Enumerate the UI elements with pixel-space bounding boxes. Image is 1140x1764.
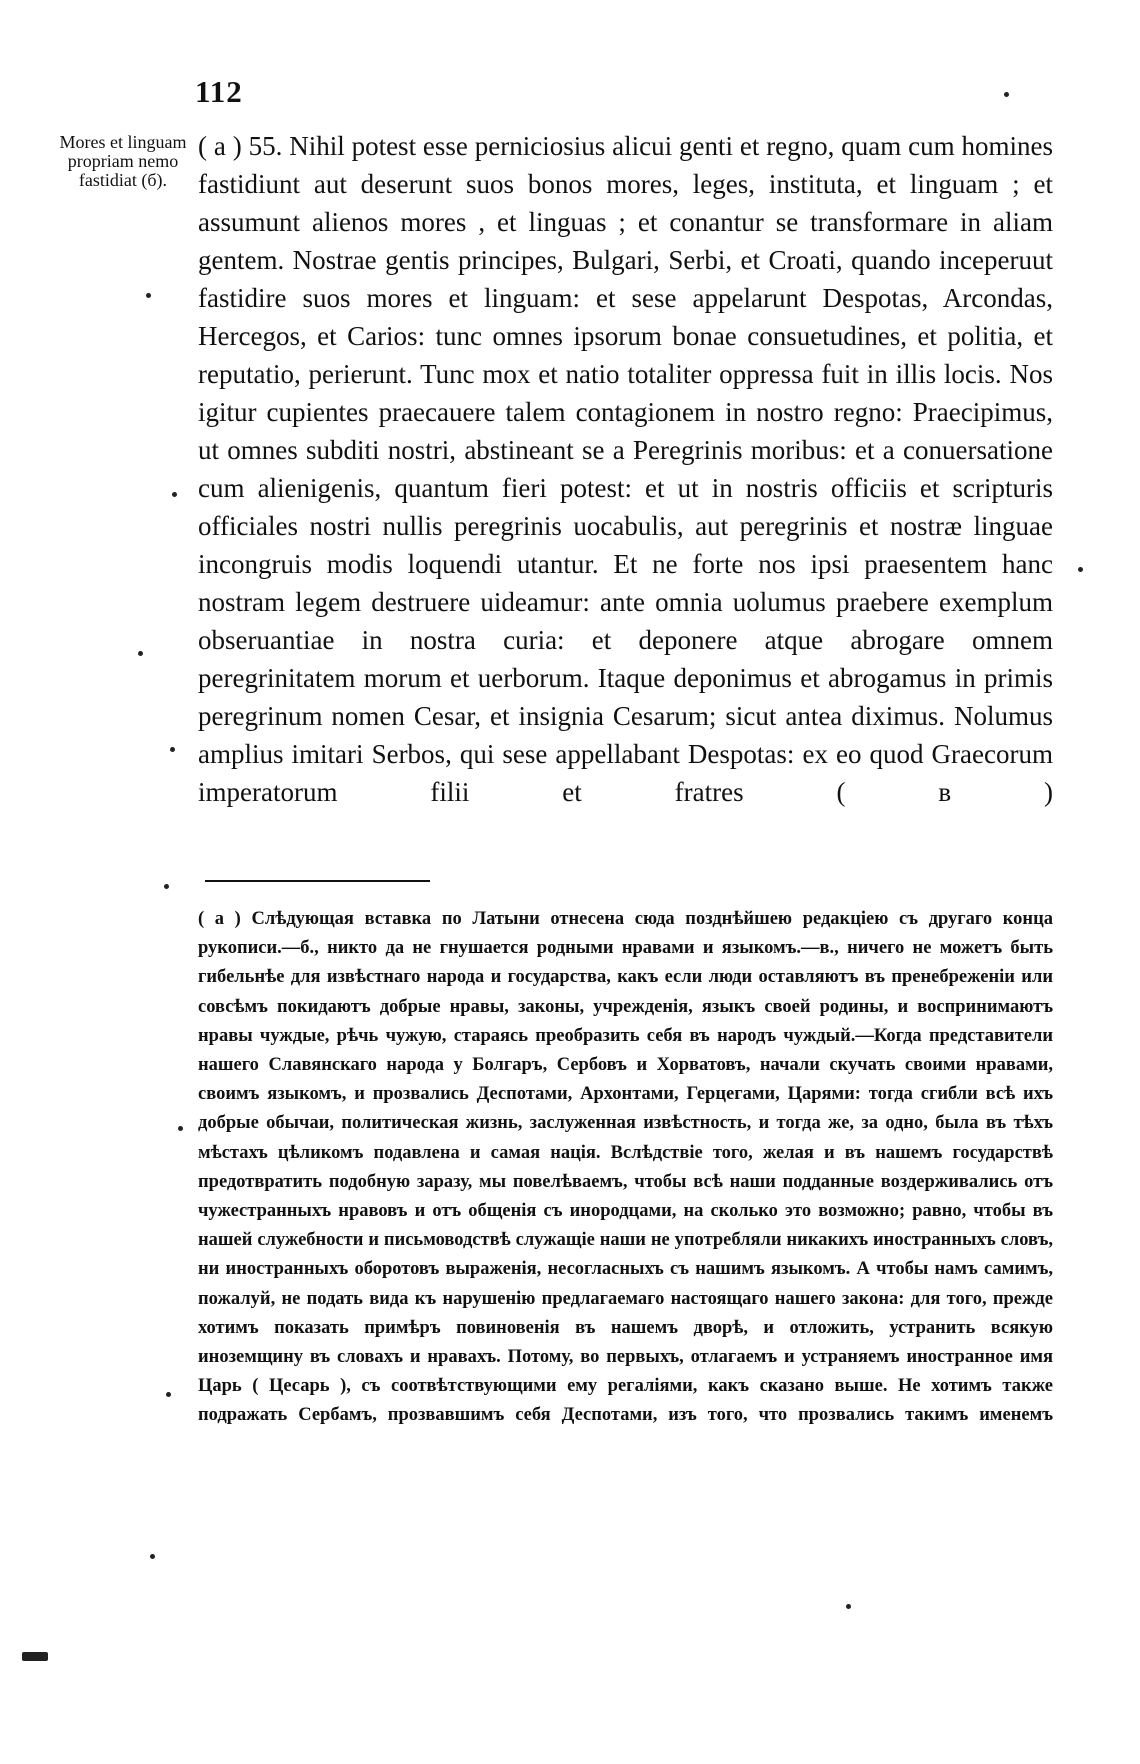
scan-speck: [138, 651, 143, 656]
footnote-paragraph: ( a ) Слѣдующая вставка по Латыни отнесена сюда позднѣйшею редакціею съ другаго конца рукописи.—б., никто да не гнушается родными нравами и языкомъ.—в., ничего не можетъ быть гибельнѣе для извѣстнаго народа и государства, какъ если люди оставляютъ въ пренебреженіи или совсѣмъ покидаютъ добрые нравы, законы, учрежденія, языкъ своей родины, и воспринимаютъ нравы чуждые, рѣчь чужую, стараясь преобразить себя въ народъ чуждый.—Когда представители нашего Славянскаго народа у Болгаръ, Сербовъ и Хорватовъ, начали скучать своими нравами, своимъ языкомъ, и прозвались Деспотами, Архонтами, Герцегами, Царями: тогда сгибли всѣ ихъ добрые обычаи, политическая жизнь, заслуженная извѣстность, и тогда же, за одно, была въ тѣхъ мѣстахъ цѣликомъ подавлена и самая нація. Вслѣдствіе того, желая и въ нашемъ государствѣ предотвратить подобную заразу, мы повелѣваемъ, чтобы всѣ наши подданные воздерживались отъ чужестранныхъ нравовъ и отъ общенія съ инородцами, на сколько это возможно; равно, чтобы въ нашей служебности и письмоводствѣ служащіе наши не употребляли никакихъ иностранныхъ словъ, ни иностранныхъ оборотовъ выраженія, несогласныхъ съ нашимъ языкомъ. А чтобы намъ самимъ, пожалуй, не подать вида къ нарушенію предлагаемаго настоящаго нашего закона: для того, прежде хотимъ показать примѣръ повиновенія въ нашемъ дворѣ, и отложить, устранить всякую иноземщину въ словахъ и нравахъ. Потому, во первыхъ, отлагаемъ и устраняемъ иностранное имя Царь ( Цесарь ), съ соотвѣтствующими ему регаліями, какъ сказано выше. Не хотимъ также подражать Сербамъ, прозвавшимъ себя Деспотами, изъ того, что прозвались такимъ именемъ: [198, 909, 1053, 1426]
scan-speck: [150, 1554, 155, 1559]
scan-smudge: [22, 1652, 48, 1661]
scan-speck: [172, 492, 177, 497]
scan-speck: [178, 1126, 183, 1131]
footnote-divider: [205, 880, 430, 882]
scan-speck: [166, 1392, 171, 1397]
margin-note: Mores et lingua​m propriam nemo fastidiat (б).: [59, 132, 187, 190]
scan-speck: [146, 293, 151, 298]
scan-speck: [1078, 567, 1083, 572]
scan-speck: [170, 747, 175, 752]
scan-speck: [846, 1604, 851, 1609]
scan-speck: [1004, 92, 1009, 97]
scan-speck: [164, 884, 169, 889]
main-text-paragraph: ( a ) 55. Nihil potest esse perniciosius alicui genti et regno, quam cum homines fastidiunt aut deserunt suos bonos mores, leges, instituta, et linguam ; et assumunt alienos mores , et linguas ; et conantur se transformare in aliam gentem. Nostrae gentis principes, Bulgari, Serbi, et Croati, quando inceperuut fastidire suos mores et linguam: et sese appelarunt Despotas, Arcondas, Hercegos, et Carios: tunc omnes ipsorum bonae consuetudines, et politia, et reputatio, perierunt. Tunc mox et natio totaliter oppressa fuit in illis locis. Nos igitur cupientes praecauere talem contagionem in nostro regno: Praecipimus, ut omnes subditi nostri, abstineant se a Peregrinis moribus: et a conuersatione cum alienigenis, quantum fieri potest: et ut in nostris officiis et scripturis officiales nostri nullis peregrinis uocabulis, aut peregrinis et nostræ linguae incongruis modis loquendi utantur. Et ne forte nos ipsi praesentem hanc nostram legem destruere uideamur: ante omnia uolumus praebere exemplum obseruantiae in nostra curia: et deponere atque abrogare omnem peregrinitatem morum et uerborum. Itaque deponimus et abrogamus in primis peregrinum nomen Cesar, et insignia Cesarum; sicut antea diximus. Nolumus amplius imitari Serbos, qui sese appellabant Despotas: ex eo quod Graecorum imperatorum filii et fratres ( в ): [198, 131, 1053, 807]
page-number: 112: [195, 74, 243, 109]
